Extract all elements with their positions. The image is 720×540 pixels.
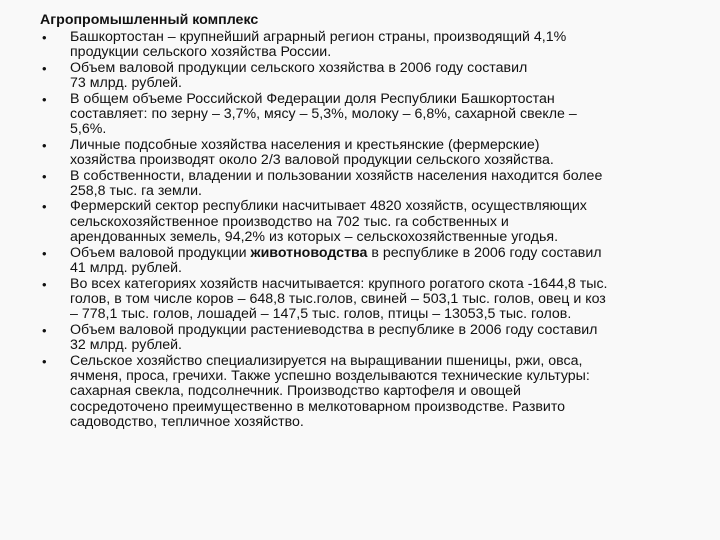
list-item-text — [70, 169, 680, 200]
text-line: сосредоточено преимущественно в мелкотоварном производстве. Развито — [70, 398, 566, 415]
list-item — [40, 92, 680, 138]
text-line: хозяйства производят около 2/3 валовой продукции сельского хозяйства. — [70, 152, 554, 169]
text-line: сахарная свекла, подсолнечник. Производство картофеля и овощей — [70, 383, 521, 400]
text-line: составляет: по зерну – 3,7%, мясу – 5,3%, молоку – 6,8%, сахарной свекле – — [70, 106, 577, 123]
text-line: голов, в том числе коров – 648,8 тыс.голов, свиней – 503,1 тыс. голов, овец и коз — [70, 290, 606, 307]
list-item — [40, 199, 680, 245]
bullet-list — [40, 30, 680, 431]
list-item — [40, 323, 680, 354]
bullet-icon: • — [42, 137, 47, 153]
text-line: 73 млрд. рублей. — [70, 75, 182, 92]
text-line: садоводство, тепличное хозяйство. — [70, 414, 304, 431]
bullet-icon: • — [42, 60, 47, 76]
text-line: Башкортостан – крупнейший аграрный регион страны, производящий 4,1% — [70, 29, 567, 45]
text-line: 5,6%. — [70, 121, 107, 138]
text-line: ячменя, проса, гречихи. Также успешно возделываются технические культуры: — [70, 367, 590, 384]
bullet-icon: • — [42, 276, 47, 292]
bullet-icon: • — [42, 168, 47, 184]
bold-text-run: животноводства — [250, 244, 368, 261]
list-item-text — [70, 30, 680, 61]
text-run: Объем валовой продукции — [70, 244, 251, 261]
list-item — [40, 169, 680, 200]
list-item — [40, 138, 680, 169]
text-line: – 778,1 тыс. голов, лошадей – 147,5 тыс. голов, птицы – 13053,5 тыс. голов. — [70, 306, 572, 323]
text-line: 41 млрд. рублей. — [70, 260, 182, 277]
bullet-icon: • — [42, 322, 47, 338]
list-item-text — [70, 61, 680, 92]
text-line: Сельское хозяйство специализируется на выращивании пшеницы, ржи, овса, — [70, 352, 583, 369]
text-line: Объем валовой продукции растениеводства в республике в 2006 году составил — [70, 321, 598, 338]
list-item-text — [70, 199, 680, 245]
text-line: продукции сельского хозяйства России. — [70, 44, 332, 61]
text-line: В собственности, владении и пользовании хозяйств населения находится более — [70, 167, 603, 184]
list-item — [40, 30, 680, 61]
bullet-icon: • — [42, 30, 47, 45]
text-line: арендованных земель, 94,2% из которых – сельскохозяйственные угодья. — [70, 229, 559, 246]
list-item-text — [70, 323, 680, 354]
bullet-icon: • — [42, 245, 47, 261]
text-line — [70, 246, 680, 261]
text-line: Фермерский сектор республики насчитывает 4820 хозяйств, осуществляющих — [70, 198, 587, 215]
list-item — [40, 61, 680, 92]
slide-title: Агропромышленный комплекс — [40, 12, 259, 28]
bullet-icon: • — [42, 91, 47, 107]
text-line: 32 млрд. рублей. — [70, 337, 182, 354]
text-line: сельскохозяйственное производство на 702 тыс. га собственных и — [70, 213, 509, 230]
list-item — [40, 354, 680, 431]
text-line: Во всех категориях хозяйств насчитывается: крупного рогатого скота -1644,8 тыс. — [70, 275, 608, 292]
bullet-icon: • — [42, 353, 47, 369]
list-item-text — [70, 246, 680, 277]
bullet-icon: • — [42, 199, 47, 215]
text-line: 258,8 тыс. га земли. — [70, 183, 202, 200]
list-item-text — [70, 138, 680, 169]
slide-content — [40, 11, 680, 431]
text-line: Личные подсобные хозяйства населения и крестьянские (фермерские) — [70, 136, 540, 153]
text-line: Объем валовой продукции сельского хозяйства в 2006 году составил — [70, 59, 528, 76]
list-item-text — [70, 354, 680, 431]
text-run: в республике в 2006 году составил — [367, 244, 602, 261]
text-line: В общем объеме Российской Федерации доля Республики Башкортостан — [70, 90, 555, 107]
list-item — [40, 246, 680, 277]
list-item-text — [70, 277, 680, 323]
list-item-text — [70, 92, 680, 138]
list-item — [40, 277, 680, 323]
